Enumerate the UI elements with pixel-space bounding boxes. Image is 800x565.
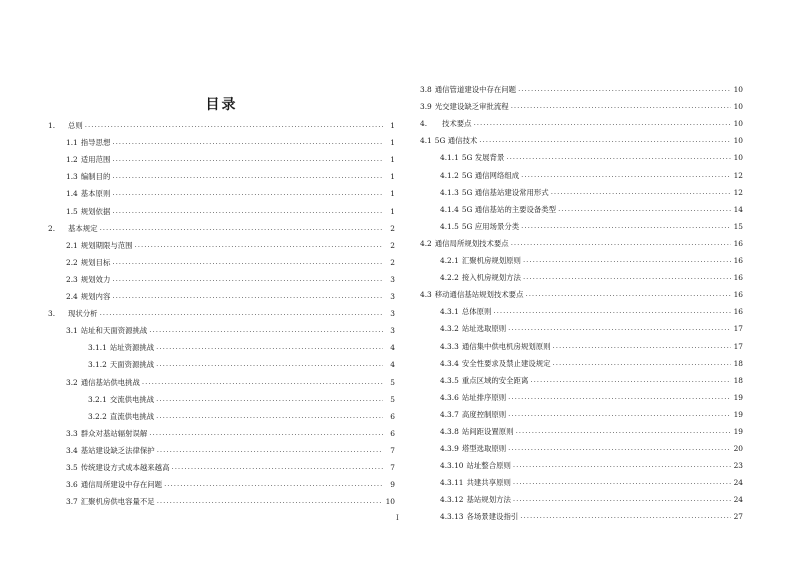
toc-entry-page: 16	[733, 307, 743, 317]
toc-entry[interactable]	[48, 421, 395, 438]
toc-entry-label: 共建共享原则	[466, 478, 511, 488]
toc-entry-page: 17	[733, 341, 743, 351]
toc-entry-number: 3.	[48, 309, 56, 319]
toc-dot-leader	[513, 478, 731, 487]
toc-entry-number: 1.4	[66, 189, 78, 199]
toc-entry-number: 2.2	[66, 257, 78, 267]
toc-entry[interactable]	[420, 436, 743, 453]
toc-dot-leader	[508, 444, 731, 453]
toc-dot-leader	[518, 85, 731, 94]
toc-entry[interactable]	[48, 387, 395, 404]
toc-entry-page: 6	[390, 428, 395, 438]
toc-entry-label: 站址和天面资源挑战	[80, 326, 148, 336]
toc-entry-page: 14	[733, 204, 743, 214]
toc-entry[interactable]	[420, 282, 743, 299]
toc-dot-leader	[523, 273, 731, 282]
toc-entry-page: 2	[390, 223, 395, 233]
toc-dot-leader	[156, 360, 383, 369]
toc-entry-number: 3.9	[420, 102, 432, 112]
toc-entry-label: 现状分析	[68, 309, 98, 319]
toc-dot-leader	[156, 395, 383, 404]
toc-entry-page: 1	[390, 138, 395, 148]
toc-entry-label: 5G 应用场景分类	[461, 221, 520, 231]
toc-entry-number: 2.	[48, 223, 56, 233]
toc-entry[interactable]	[420, 180, 743, 197]
toc-dot-leader	[521, 222, 731, 231]
toc-entry[interactable]	[48, 472, 395, 489]
toc-entry-page: 3	[390, 309, 395, 319]
toc-entry-label: 通信管道建设中存在问题	[434, 85, 517, 95]
toc-entry-page: 1	[390, 189, 395, 199]
toc-dot-leader	[171, 463, 383, 472]
toc-dot-leader	[112, 292, 383, 301]
toc-entry-page: 19	[733, 409, 743, 419]
toc-entry-number: 4.3.5	[440, 375, 459, 385]
toc-dot-leader	[551, 188, 731, 197]
toc-entry-page: 1	[390, 155, 395, 165]
toc-entry-number: 4.3.4	[440, 358, 459, 368]
toc-entry-number: 4.1.2	[440, 170, 459, 180]
toc-entry-page: 10	[733, 102, 743, 112]
toc-entry-page: 12	[733, 170, 743, 180]
toc-entry[interactable]	[48, 181, 395, 198]
toc-entry-number: 4.2	[420, 238, 432, 248]
toc-entry-page: 10	[733, 136, 743, 146]
toc-entry-label: 塔型选取原则	[461, 444, 507, 454]
toc-entry-number: 1.	[48, 121, 56, 131]
toc-entry-number: 1.1	[66, 138, 78, 148]
toc-dot-leader	[553, 342, 731, 351]
toc-entry[interactable]	[420, 265, 743, 282]
toc-entry-page: 3	[390, 292, 395, 302]
toc-entry-number: 3.2	[66, 377, 78, 387]
toc-entry-label: 重点区域的安全距离	[461, 375, 529, 385]
toc-dot-leader	[553, 359, 731, 368]
toc-entry-label: 5G 通信基站建设常用形式	[461, 187, 549, 197]
toc-dot-leader	[149, 429, 383, 438]
toc-entry[interactable]	[48, 369, 395, 386]
toc-entry-page: 1	[390, 206, 395, 216]
toc-entry-page: 5	[390, 377, 395, 387]
toc-entry-number: 3.6	[66, 480, 78, 490]
toc-entry-page: 12	[733, 187, 743, 197]
toc-entry-number: 4.	[420, 119, 428, 129]
toc-entry[interactable]	[420, 77, 743, 94]
toc-entry-label: 指导思想	[80, 138, 111, 148]
toc-entry-number: 1.2	[66, 155, 78, 165]
toc-entry-label: 交流供电挑战	[109, 394, 155, 404]
toc-entry[interactable]	[48, 455, 395, 472]
toc-entry-number: 2.1	[66, 240, 78, 250]
toc-entry[interactable]	[48, 489, 395, 506]
toc-entry-page: 4	[390, 360, 395, 370]
toc-entry-label: 各场景建设指引	[466, 512, 519, 522]
toc-entry-number: 4.3.12	[440, 495, 464, 505]
toc-dot-leader	[100, 309, 383, 318]
toc-entry[interactable]	[48, 198, 395, 215]
toc-entry[interactable]	[48, 216, 395, 233]
toc-entry-number: 4.3.9	[440, 444, 459, 454]
toc-entry[interactable]	[48, 318, 395, 335]
toc-entry[interactable]	[420, 145, 743, 162]
toc-entry[interactable]	[48, 284, 395, 301]
toc-entry-number: 4.3.8	[440, 426, 459, 436]
toc-entry-label: 站间距设置原则	[461, 426, 514, 436]
toc-entry[interactable]	[420, 504, 743, 521]
toc-entry[interactable]	[48, 404, 395, 421]
toc-dot-leader	[508, 393, 731, 402]
toc-dot-leader	[142, 378, 383, 387]
toc-entry-page: 10	[385, 497, 395, 507]
toc-dot-leader	[112, 275, 383, 284]
toc-dot-leader	[135, 241, 383, 250]
toc-entry-label: 通信基站供电挑战	[80, 377, 140, 387]
toc-dot-leader	[156, 412, 383, 421]
toc-entry-page: 5	[390, 394, 395, 404]
toc-entry-number: 3.2.2	[88, 411, 107, 421]
toc-entry[interactable]	[420, 402, 743, 419]
toc-entry-number: 2.3	[66, 274, 78, 284]
toc-entry-label: 站址整合原则	[466, 461, 511, 471]
toc-entry-label: 编制目的	[80, 172, 111, 182]
toc-entry-page: 19	[733, 426, 743, 436]
toc-entry-page: 27	[733, 512, 743, 522]
toc-dot-leader	[474, 119, 731, 128]
toc-entry-label: 群众对基站辐射误解	[80, 428, 148, 438]
toc-entry-label: 5G 通信基站的主要设备类型	[461, 204, 557, 214]
toc-entry-label: 移动通信基站规划技术要点	[434, 290, 524, 300]
toc-entry-number: 4.1.4	[440, 204, 459, 214]
toc-entry[interactable]	[420, 214, 743, 231]
toc-dot-leader	[516, 427, 731, 436]
toc-entry-label: 规划目标	[80, 257, 111, 267]
toc-entry-page: 3	[390, 274, 395, 284]
toc-entry[interactable]	[420, 419, 743, 436]
toc-dot-leader	[112, 207, 383, 216]
toc-dot-leader	[506, 153, 731, 162]
toc-dot-leader	[164, 480, 383, 489]
toc-entry[interactable]	[48, 301, 395, 318]
toc-entry-label: 基本原则	[80, 189, 111, 199]
toc-entry-label: 5G 通信网络组成	[461, 170, 520, 180]
toc-dot-leader	[112, 258, 383, 267]
toc-entry-page: 1	[390, 121, 395, 131]
toc-entry[interactable]	[420, 248, 743, 265]
toc-left-column	[48, 113, 395, 506]
toc-entry-page: 18	[733, 375, 743, 385]
toc-entry-label: 规划效力	[80, 274, 111, 284]
toc-dot-leader	[521, 171, 731, 180]
toc-entry-label: 接入机房规划方法	[461, 273, 521, 283]
toc-entry-label: 天面资源挑战	[109, 360, 155, 370]
toc-entry[interactable]	[420, 197, 743, 214]
toc-entry[interactable]	[420, 470, 743, 487]
toc-entry-page: 7	[390, 462, 395, 472]
toc-entry-number: 3.5	[66, 462, 78, 472]
toc-entry-label: 传统建设方式成本越来越高	[80, 462, 170, 472]
toc-entry-number: 4.2.1	[440, 256, 459, 266]
toc-entry[interactable]	[420, 453, 743, 470]
toc-dot-leader	[508, 324, 731, 333]
toc-entry-number: 1.3	[66, 172, 78, 182]
toc-entry-label: 基站规划方法	[466, 495, 511, 505]
toc-dot-leader	[520, 512, 731, 521]
toc-title: 目录	[205, 97, 238, 113]
toc-entry[interactable]	[420, 299, 743, 316]
toc-entry-number: 4.3	[420, 290, 432, 300]
toc-entry-label: 基本规定	[68, 223, 98, 233]
toc-entry[interactable]	[420, 316, 743, 333]
toc-entry[interactable]	[420, 231, 743, 248]
toc-dot-leader	[112, 189, 383, 198]
toc-entry-page: 9	[390, 480, 395, 490]
toc-entry-label: 通信局所规划技术要点	[434, 238, 509, 248]
toc-entry-page: 17	[733, 324, 743, 334]
toc-entry-number: 3.1.1	[88, 343, 107, 353]
toc-entry-page: 16	[733, 256, 743, 266]
toc-entry[interactable]	[420, 487, 743, 504]
toc-entry-page: 1	[390, 172, 395, 182]
toc-entry[interactable]	[48, 233, 395, 250]
toc-dot-leader	[525, 290, 731, 299]
toc-entry[interactable]	[420, 385, 743, 402]
toc-dot-leader	[513, 461, 731, 470]
toc-entry-number: 4.2.2	[440, 273, 459, 283]
toc-dot-leader	[157, 497, 383, 506]
toc-dot-leader	[479, 136, 731, 145]
toc-dot-leader	[112, 172, 383, 181]
toc-entry[interactable]	[420, 333, 743, 350]
toc-entry-label: 通信集中供电机房规划原则	[461, 341, 551, 351]
toc-entry-label: 总体原则	[461, 307, 492, 317]
toc-entry-label: 5G 通信技术	[434, 136, 478, 146]
toc-dot-leader	[530, 376, 731, 385]
toc-entry-page: 16	[733, 290, 743, 300]
toc-entry[interactable]	[420, 111, 743, 128]
toc-entry-label: 直流供电挑战	[109, 411, 155, 421]
toc-entry-number: 4.3.2	[440, 324, 459, 334]
toc-entry[interactable]	[48, 147, 395, 164]
toc-entry-label: 站址资源挑战	[109, 343, 155, 353]
toc-entry-number: 2.4	[66, 292, 78, 302]
toc-dot-leader	[513, 495, 731, 504]
toc-entry-label: 高度控制原则	[461, 409, 507, 419]
toc-entry-number: 3.1.2	[88, 360, 107, 370]
toc-entry-number: 4.1.3	[440, 187, 459, 197]
toc-entry-label: 规划依据	[80, 206, 111, 216]
toc-entry-page: 6	[390, 411, 395, 421]
toc-dot-leader	[112, 138, 383, 147]
toc-entry-number: 3.8	[420, 85, 432, 95]
toc-dot-leader	[508, 410, 731, 419]
toc-dot-leader	[558, 205, 731, 214]
toc-entry-label: 规划内容	[80, 292, 111, 302]
toc-entry-label: 汇聚机房供电容量不足	[80, 497, 155, 507]
toc-dot-leader	[156, 343, 383, 352]
toc-entry-label: 光交建设缺乏审批流程	[434, 102, 509, 112]
toc-entry[interactable]	[420, 351, 743, 368]
toc-entry[interactable]	[48, 130, 395, 147]
toc-entry-number: 4.3.11	[440, 478, 464, 488]
toc-entry-page: 2	[390, 257, 395, 267]
toc-dot-leader	[112, 155, 383, 164]
toc-dot-leader	[149, 326, 383, 335]
toc-entry-page: 2	[390, 240, 395, 250]
toc-entry-number: 4.3.1	[440, 307, 459, 317]
toc-entry-number: 3.2.1	[88, 394, 107, 404]
toc-entry-page: 7	[390, 445, 395, 455]
toc-entry[interactable]	[420, 368, 743, 385]
toc-entry-number: 3.1	[66, 326, 78, 336]
toc-dot-leader	[523, 256, 731, 265]
toc-entry-page: 16	[733, 273, 743, 283]
toc-entry-page: 23	[733, 461, 743, 471]
toc-entry[interactable]	[48, 113, 395, 130]
toc-entry-page: 24	[733, 495, 743, 505]
toc-entry-page: 20	[733, 444, 743, 454]
toc-entry-label: 技术要点	[442, 119, 472, 129]
toc-entry-number: 4.1	[420, 136, 432, 146]
toc-entry-label: 汇聚机房规划原则	[461, 256, 521, 266]
toc-entry-label: 站址选取原则	[461, 324, 507, 334]
toc-dot-leader	[85, 121, 383, 130]
toc-entry-number: 4.3.7	[440, 409, 459, 419]
toc-entry[interactable]	[48, 164, 395, 181]
toc-entry-number: 4.1.1	[440, 153, 459, 163]
toc-entry-number: 4.3.13	[440, 512, 464, 522]
toc-entry-number: 4.3.6	[440, 392, 459, 402]
toc-entry[interactable]	[420, 128, 743, 145]
toc-dot-leader	[100, 224, 383, 233]
toc-entry-page: 10	[733, 119, 743, 129]
toc-entry-page: 10	[733, 85, 743, 95]
toc-entry-page: 24	[733, 478, 743, 488]
toc-dot-leader	[511, 239, 731, 248]
toc-entry[interactable]	[48, 438, 395, 455]
toc-entry[interactable]	[48, 352, 395, 369]
toc-entry-label: 适用范围	[80, 155, 111, 165]
toc-entry-number: 1.5	[66, 206, 78, 216]
toc-right-column	[420, 77, 743, 521]
toc-entry-page: 18	[733, 358, 743, 368]
toc-entry-label: 总则	[68, 121, 83, 131]
toc-dot-leader	[493, 307, 731, 316]
toc-entry-page: 16	[733, 238, 743, 248]
toc-entry-number: 3.4	[66, 445, 78, 455]
toc-entry[interactable]	[48, 250, 395, 267]
toc-entry-label: 安全性要求及禁止建设规定	[461, 358, 551, 368]
toc-entry-page: 19	[733, 392, 743, 402]
toc-entry-page: 10	[733, 153, 743, 163]
toc-entry-number: 3.3	[66, 428, 78, 438]
toc-entry-label: 通信局所建设中存在问题	[80, 480, 163, 490]
toc-entry[interactable]	[420, 162, 743, 179]
toc-entry-label: 基站建设缺乏法律保护	[80, 445, 155, 455]
toc-entry[interactable]	[48, 267, 395, 284]
toc-entry-number: 4.1.5	[440, 221, 459, 231]
toc-entry-page: 4	[390, 343, 395, 353]
toc-entry-number: 4.3.3	[440, 341, 459, 351]
toc-entry[interactable]	[420, 94, 743, 111]
toc-entry-page: 15	[733, 221, 743, 231]
toc-entry-label: 规划期限与范围	[80, 240, 133, 250]
toc-entry-number: 4.3.10	[440, 461, 464, 471]
page-number: I	[396, 514, 399, 522]
toc-entry-label: 5G 发展背景	[461, 153, 505, 163]
toc-dot-leader	[157, 446, 383, 455]
toc-dot-leader	[511, 102, 731, 111]
toc-entry-label: 站址排序原则	[461, 392, 507, 402]
toc-entry-number: 3.7	[66, 497, 78, 507]
toc-entry[interactable]	[48, 335, 395, 352]
toc-entry-page: 3	[390, 326, 395, 336]
